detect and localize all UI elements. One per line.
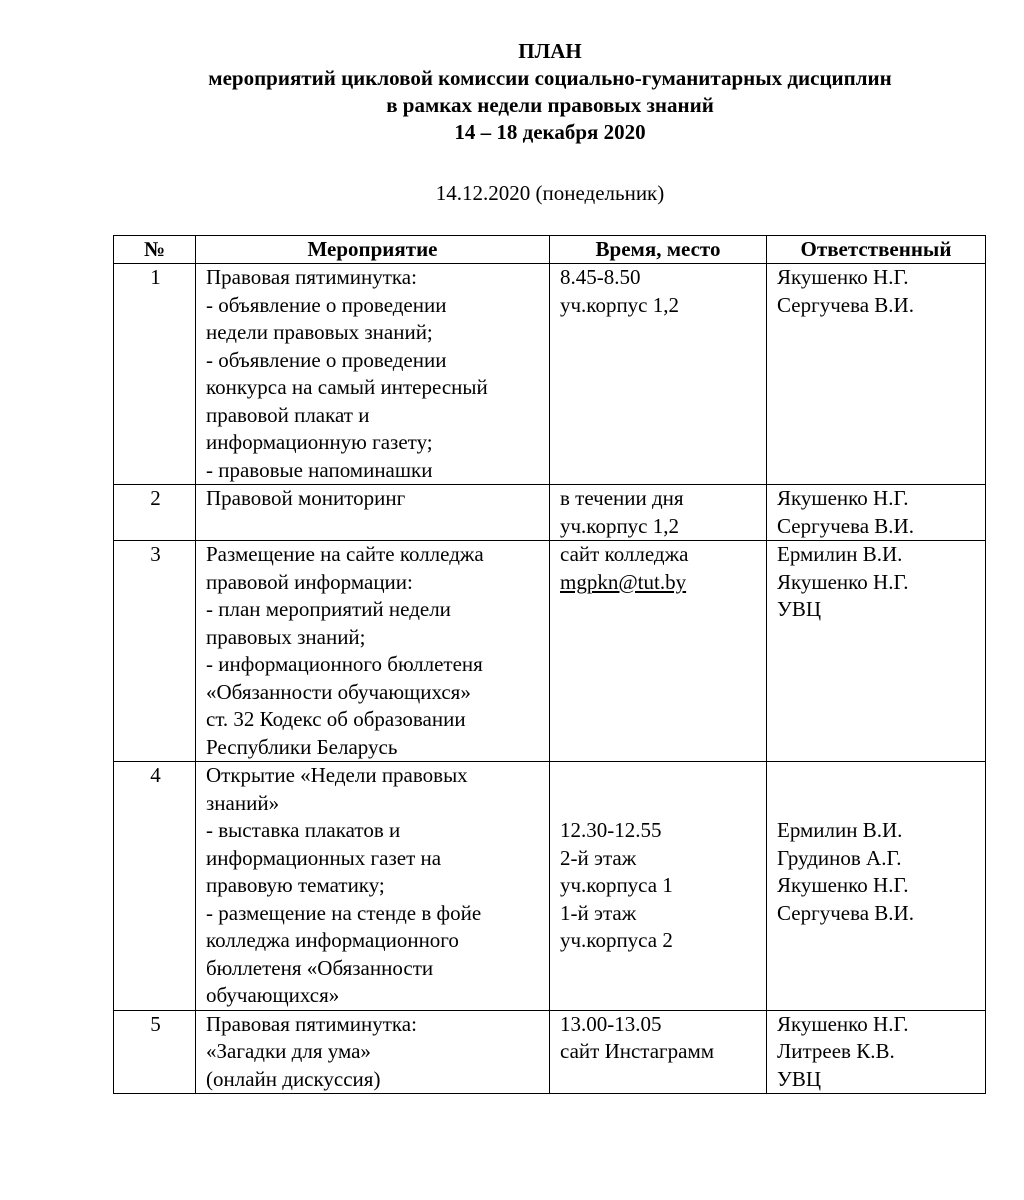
event-cell — [196, 762, 550, 1011]
event-cell — [196, 1010, 550, 1094]
header-time-place: Время, место — [550, 236, 767, 264]
event-line: правовую тематику; — [206, 873, 385, 897]
responsible-person: Якушенко Н.Г. — [777, 1011, 909, 1036]
table-row — [114, 541, 986, 762]
events-table — [113, 235, 986, 1094]
spacer — [560, 762, 758, 790]
header-event: Мероприятие — [196, 236, 550, 264]
responsible-person: Грудинов А.Г. — [777, 845, 902, 870]
email-link[interactable]: mgpkn@tut.by — [560, 569, 687, 594]
time-line: 13.00-13.05 — [560, 1011, 662, 1036]
header-responsible: Ответственный — [767, 236, 986, 264]
event-line: «Загадки для ума» — [206, 1039, 371, 1063]
table-row — [114, 485, 986, 541]
time-place-cell — [550, 1010, 767, 1094]
event-line: ст. 32 Кодекс об образовании — [206, 707, 466, 731]
event-line: бюллетеня «Обязанности — [206, 955, 434, 980]
event-line: конкурса на самый интересный — [206, 375, 488, 399]
time-line: 8.45-8.50 — [560, 265, 641, 289]
event-line: Правовой мониторинг — [206, 486, 406, 510]
event-line: - правовые напоминашки — [206, 457, 433, 482]
spacer — [777, 790, 977, 818]
event-line: обучающихся» — [206, 983, 340, 1007]
time-line: 12.30-12.55 — [560, 818, 662, 842]
title-plan: ПЛАН — [518, 39, 582, 63]
responsible-person: Сергучева В.И. — [777, 292, 914, 317]
time-place-cell — [550, 264, 767, 485]
event-line: - объявление о проведении — [206, 292, 447, 317]
title-dates: 14 – 18 декабря 2020 — [454, 120, 646, 144]
responsible-person: Якушенко Н.Г. — [777, 486, 909, 510]
event-line: правовой плакат и — [206, 402, 370, 427]
event-line: Размещение на сайте колледжа — [206, 542, 484, 566]
responsible-cell — [767, 485, 986, 541]
title-subtitle: мероприятий цикловой комиссии социально-гуманитарных дисциплин — [208, 66, 892, 90]
time-line: в течении дня — [560, 486, 684, 510]
responsible-person: Сергучева В.И. — [777, 513, 914, 538]
event-line: - информационного бюллетеня — [206, 652, 483, 676]
row-number: 3 — [114, 541, 196, 762]
event-line: колледжа информационного — [206, 928, 459, 952]
table-header-row — [114, 236, 986, 264]
place-line: уч.корпуса 2 — [560, 928, 673, 952]
place-line: 1-й этаж — [560, 900, 637, 925]
responsible-person: Якушенко Н.Г. — [777, 873, 909, 897]
event-line: информационных газет на — [206, 845, 442, 870]
place-line: сайт Инстаграмм — [560, 1039, 715, 1063]
event-line: правовой информации: — [206, 569, 413, 594]
responsible-person: Ермилин В.И. — [777, 542, 903, 566]
place-line: сайт колледжа — [560, 542, 689, 566]
table-row — [114, 762, 986, 1011]
row-number: 2 — [114, 485, 196, 541]
document-title — [0, 38, 1024, 146]
event-line: знаний» — [206, 790, 280, 815]
responsible-person: Якушенко Н.Г. — [777, 569, 909, 594]
time-place-cell — [550, 485, 767, 541]
event-line: - размещение на стенде в фойе — [206, 900, 482, 925]
title-context: в рамках недели правовых знаний — [386, 93, 714, 117]
event-line: недели правовых знаний; — [206, 320, 433, 344]
row-number: 4 — [114, 762, 196, 1011]
responsible-cell — [767, 762, 986, 1011]
place-line: уч.корпуса 1 — [560, 873, 673, 897]
event-line: информационную газету; — [206, 430, 433, 454]
responsible-person: Ермилин В.И. — [777, 818, 903, 842]
event-cell — [196, 485, 550, 541]
place-line: уч.корпус 1,2 — [560, 513, 680, 538]
event-line: (онлайн дискуссия) — [206, 1066, 381, 1091]
table-row — [114, 264, 986, 485]
event-line: Правовая пятиминутка: — [206, 1011, 417, 1036]
responsible-cell — [767, 1010, 986, 1094]
responsible-person: УВЦ — [777, 1066, 822, 1091]
event-line: Открытие «Недели правовых — [206, 763, 468, 787]
event-line: «Обязанности обучающихся» — [206, 679, 471, 704]
place-line: уч.корпус 1,2 — [560, 292, 680, 317]
event-line: - выставка плакатов и — [206, 818, 401, 842]
event-line: правовых знаний; — [206, 624, 366, 649]
row-number: 5 — [114, 1010, 196, 1094]
email-line — [560, 569, 758, 597]
responsible-person: Якушенко Н.Г. — [777, 265, 909, 289]
spacer — [777, 762, 977, 790]
spacer — [560, 790, 758, 818]
event-line: - план мероприятий недели — [206, 597, 451, 621]
row-number: 1 — [114, 264, 196, 485]
responsible-cell — [767, 264, 986, 485]
time-place-cell — [550, 541, 767, 762]
responsible-person: Литреев К.В. — [777, 1039, 895, 1063]
event-line: Правовая пятиминутка: — [206, 265, 417, 289]
responsible-person: Сергучева В.И. — [777, 900, 914, 925]
event-cell — [196, 541, 550, 762]
day-label: 14.12.2020 (понедельник) — [435, 181, 665, 205]
responsible-person: УВЦ — [777, 597, 822, 621]
table-row — [114, 1010, 986, 1094]
header-number: № — [114, 236, 196, 264]
event-line: Республики Беларусь — [206, 734, 398, 759]
event-cell — [196, 264, 550, 485]
responsible-cell — [767, 541, 986, 762]
time-place-cell — [550, 762, 767, 1011]
place-line: 2-й этаж — [560, 845, 637, 870]
event-line: - объявление о проведении — [206, 347, 447, 372]
